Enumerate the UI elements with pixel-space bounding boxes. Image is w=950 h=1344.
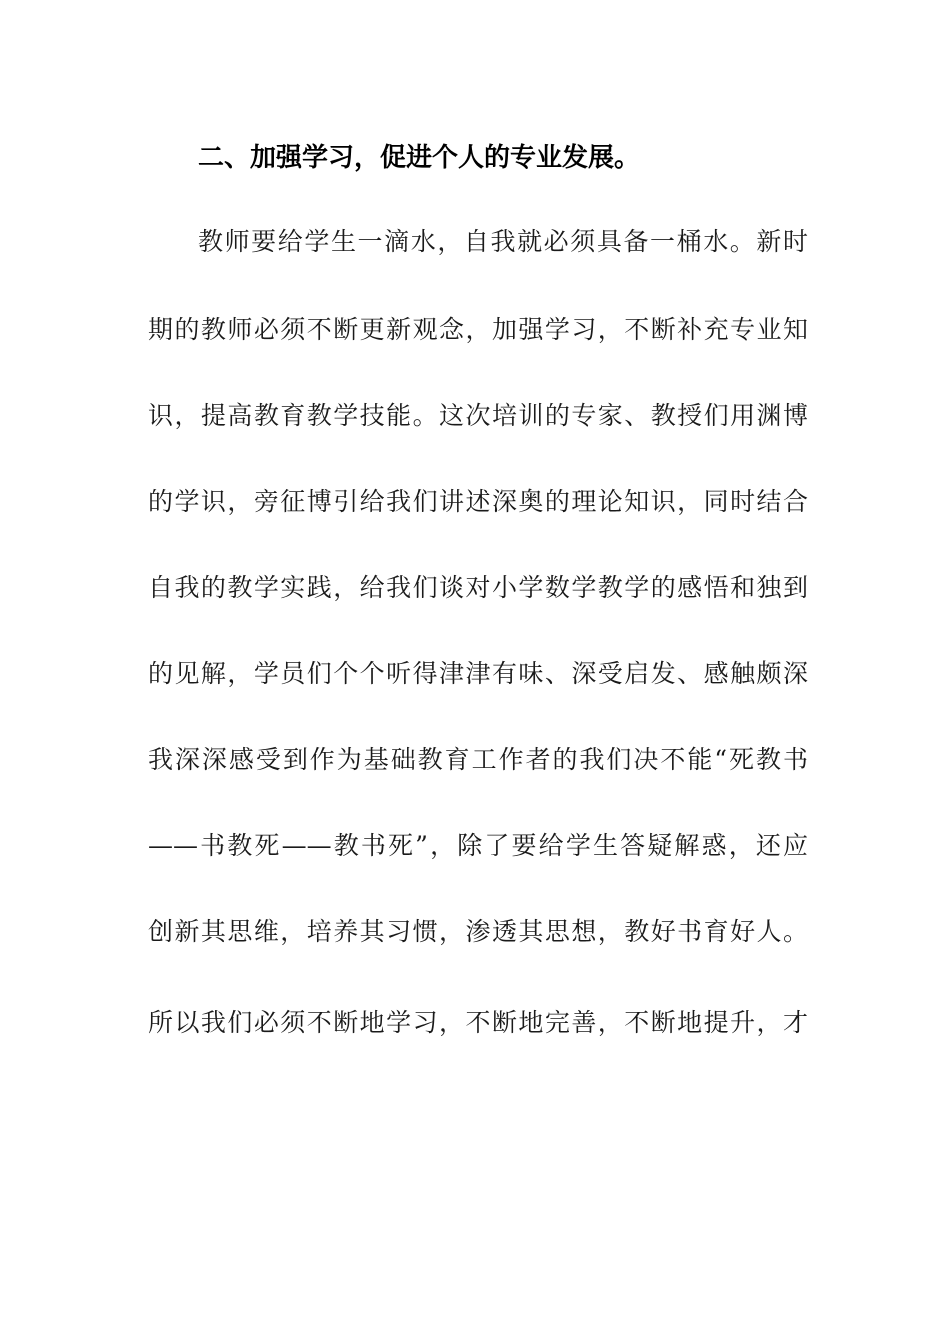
paragraph-line: 我深深感受到作为基础教育工作者的我们决不能“死教书 bbox=[148, 745, 808, 774]
paragraph-line: 识，提高教育教学技能。这次培训的专家、教授们用渊博 bbox=[148, 401, 808, 430]
paragraph-line: 创新其思维，培养其习惯，渗透其思想，教好书育好人。 bbox=[148, 917, 808, 946]
paragraph-line: 教师要给学生一滴水，自我就必须具备一桶水。新时 bbox=[198, 227, 808, 256]
paragraph-line: 的见解，学员们个个听得津津有味、深受启发、感触颇深 bbox=[148, 659, 808, 688]
paragraph-line: 期的教师必须不断更新观念，加强学习，不断补充专业知 bbox=[148, 315, 808, 344]
paragraph-line: ——书教死——教书死”，除了要给学生答疑解惑，还应 bbox=[148, 831, 808, 860]
section-heading: 二、加强学习，促进个人的专业发展。 bbox=[198, 143, 641, 173]
paragraph-line: 自我的教学实践，给我们谈对小学数学教学的感悟和独到 bbox=[148, 573, 808, 602]
paragraph-line: 的学识，旁征博引给我们讲述深奥的理论知识，同时结合 bbox=[148, 487, 808, 516]
paragraph-line: 所以我们必须不断地学习，不断地完善，不断地提升，才 bbox=[148, 1008, 808, 1037]
